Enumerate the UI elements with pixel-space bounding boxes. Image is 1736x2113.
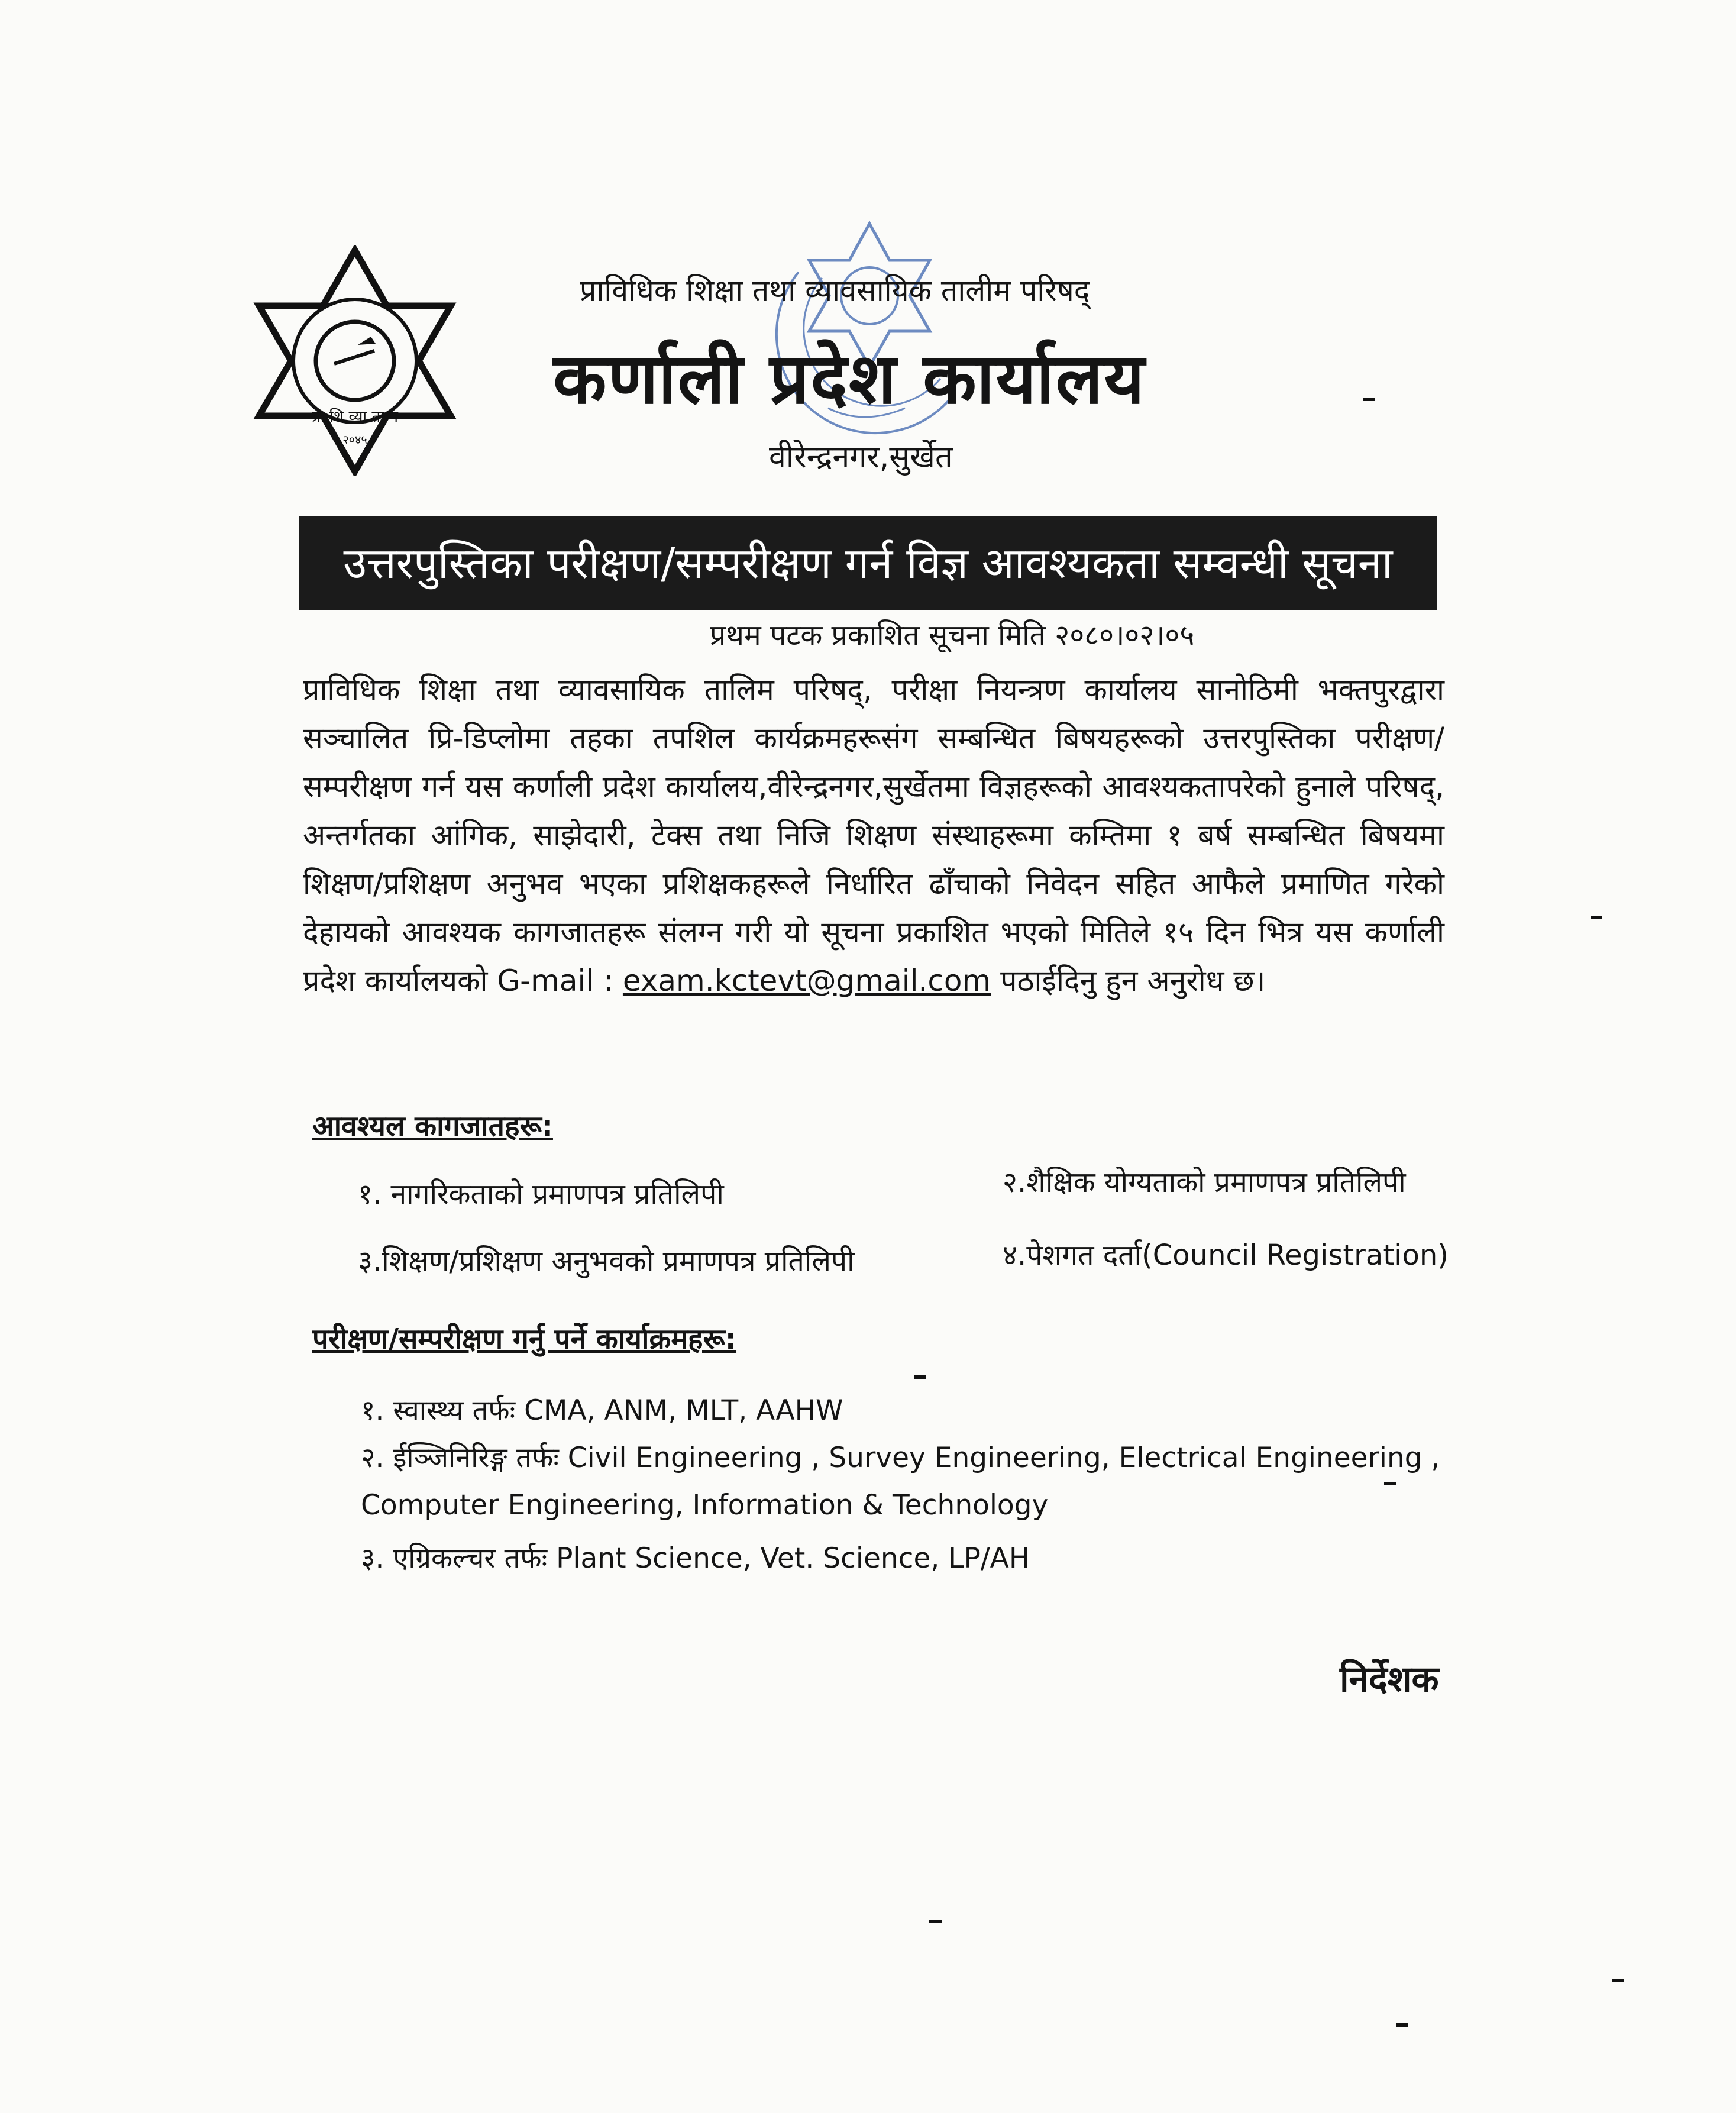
notice-title-banner: उत्तरपुस्तिका परीक्षण/सम्परीक्षण गर्न विज्ञ आवश्यकता सम्वन्धी सूचना <box>299 516 1437 610</box>
email-address: exam.kctevt@gmail.com <box>622 964 991 998</box>
emblem-logo <box>240 245 470 476</box>
scan-speck <box>1396 2023 1408 2027</box>
program-label: ३. एग्रिकल्चर तर्फः <box>361 1542 548 1575</box>
emblem-year: २०४५ <box>342 432 367 447</box>
signatory-title: निर्देशक <box>1340 1659 1439 1700</box>
document-item: २.शैक्षिक योग्यताको प्रमाणपत्र प्रतिलिपी <box>1003 1166 1406 1199</box>
publication-date: प्रथम पटक प्रकाशित सूचना मिति २०८०।०२।०५ <box>710 619 1195 652</box>
office-address: वीरेन्द्रनगर,सुर्खेत <box>769 440 953 475</box>
gmail-label: G-mail : <box>497 964 614 998</box>
program-value: Civil Engineering , Survey Engineering, Electrical Engineering , Computer Engineering, Information & Technology <box>361 1442 1440 1521</box>
scan-speck <box>1363 398 1375 401</box>
office-name: कर्णाली प्रदेश कार्यालय <box>553 338 1146 419</box>
scan-speck <box>1384 1482 1396 1485</box>
program-value: CMA, ANM, MLT, AAHW <box>524 1394 843 1427</box>
programs-heading: परीक्षण/सम्परीक्षण गर्नु पर्ने कार्याक्रमहरू: <box>312 1323 737 1356</box>
scan-speck <box>914 1375 926 1379</box>
scan-speck <box>929 1920 942 1923</box>
scan-speck <box>1591 916 1602 919</box>
body-end: पठाईदिनु हुन अनुरोध छ। <box>1000 964 1266 998</box>
emblem-text: प्रा शि व्या ता प <box>311 408 399 426</box>
program-item <box>361 1387 843 1434</box>
program-item <box>361 1434 1461 1529</box>
documents-heading: आवश्यल कागजातहरू: <box>312 1110 553 1143</box>
council-name: प्राविधिक शिक्षा तथा व्यावसायिक तालीम परिषद् <box>580 273 1090 308</box>
document-item: १. नागरिकताको प्रमाणपत्र प्रतिलिपी <box>358 1178 724 1211</box>
program-value: Plant Science, Vet. Science, LP/AH <box>556 1542 1030 1575</box>
document-item: ४.पेशगत दर्ता(Council Registration) <box>1003 1239 1449 1272</box>
document-item: ३.शिक्षण/प्रशिक्षण अनुभवको प्रमाणपत्र प्रतिलिपी <box>358 1245 855 1278</box>
body-text: प्राविधिक शिक्षा तथा व्यावसायिक तालिम परिषद्, परीक्षा नियन्त्रण कार्यालय सानोठिमी भक्तपुरद्वारा सञ्चालित प्रि-डिप्लोमा तहका तपशिल कार्यक्रमहरूसंग सम्बन्धित बिषयहरूको उत्तरपुस्तिका परीक्षण/सम्परीक्षण गर्न यस कर्णाली प्रदेश कार्यालय,वीरेन्द्रनगर,सुर्खेतमा विज्ञहरूको आवश्यकतापरेको हुनाले परिषद्, अन्तर्गतका आंगिक, साझेदारी, टेक्स तथा निजि शिक्षण संस्थाहरूमा कम्तिमा १ बर्ष सम्बन्धित बिषयमा शिक्षण/प्रशिक्षण अनुभव भएका प्रशिक्षकहरूले निर्धारित ढाँचाको निवेदन सहित आफैले प्रमाणित गरेको देहायको आवश्यक कागजातहरू संलग्न गरी यो सूचना प्रकाशित भएको मितिले १५ दिन भित्र यस कर्णाली प्रदेश कार्यालयको <box>303 673 1444 998</box>
program-item <box>361 1535 1030 1582</box>
scan-speck <box>1612 1979 1624 1982</box>
program-label: २. ईञ्जिनिरिङ्ग तर्फः <box>361 1442 559 1474</box>
notice-body <box>303 665 1444 1005</box>
program-label: १. स्वास्थ्य तर्फः <box>361 1394 516 1427</box>
